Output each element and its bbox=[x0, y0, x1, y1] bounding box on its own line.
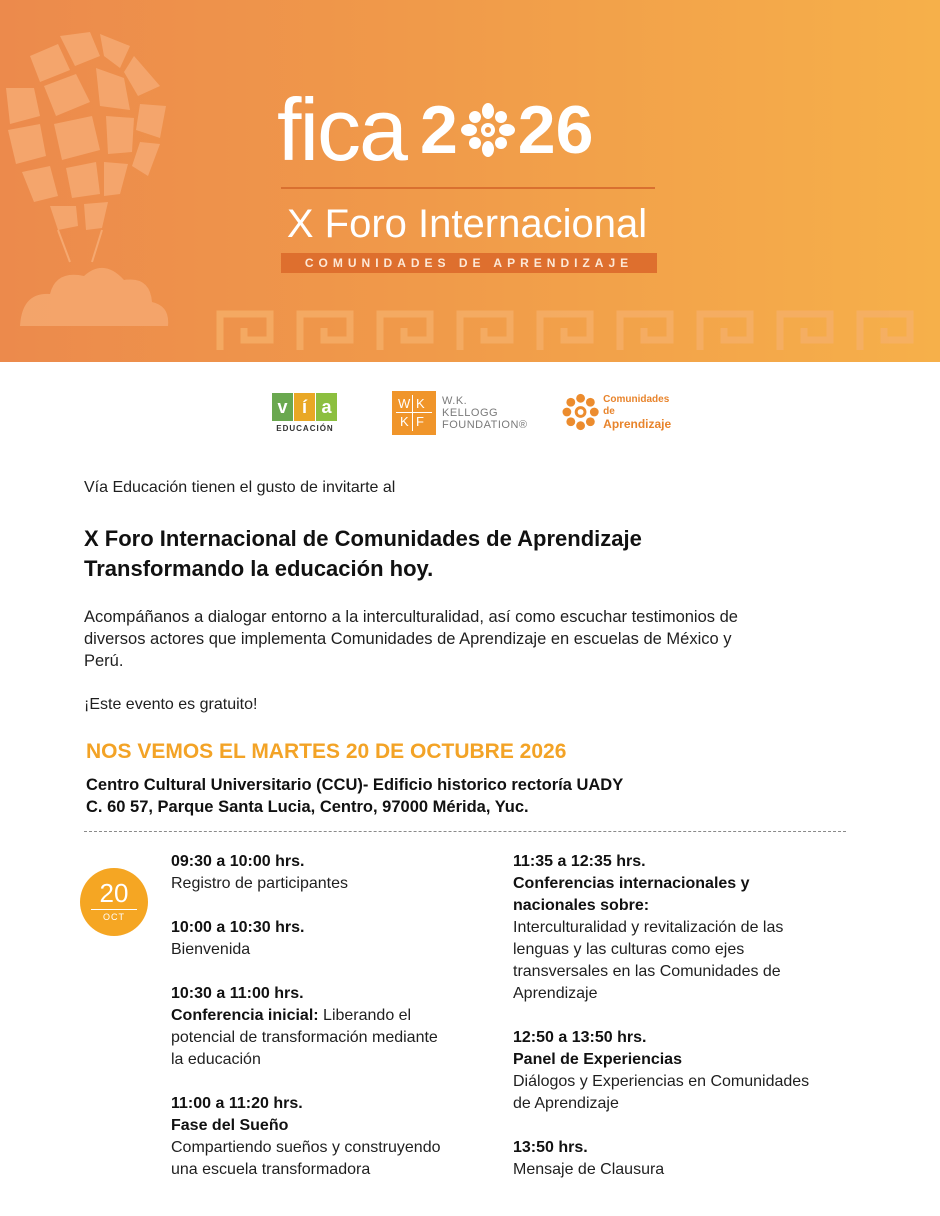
schedule-right-column bbox=[513, 851, 853, 1203]
flower-logo-icon bbox=[562, 393, 599, 431]
event-title bbox=[84, 524, 642, 584]
schedule-heading: Conferencias internacionales y bbox=[513, 875, 750, 892]
via-letter-i: í bbox=[294, 393, 315, 421]
via-letter-v: v bbox=[272, 393, 293, 421]
schedule-item bbox=[513, 1027, 853, 1115]
date-heading: NOS VEMOS EL MARTES 20 DE OCTUBRE 2026 bbox=[86, 740, 567, 763]
event-description bbox=[84, 606, 854, 672]
forum-title: X Foro Internacional bbox=[286, 202, 648, 246]
schedule-text: de Aprendizaje bbox=[513, 1095, 619, 1112]
invite-intro: Vía Educación tienen el gusto de invitarte al bbox=[84, 479, 396, 496]
schedule-time: 10:30 a 11:00 hrs. bbox=[171, 985, 304, 1002]
dashed-divider bbox=[84, 831, 846, 832]
fica-wordmark: fica bbox=[277, 80, 406, 179]
schedule-time: 09:30 a 10:00 hrs. bbox=[171, 853, 305, 870]
wk-letter-w: W bbox=[398, 396, 411, 411]
venue-line-2: C. 60 57, Parque Santa Lucia, Centro, 97000 Mérida, Yuc. bbox=[86, 798, 529, 816]
schedule-text-inline: Liberando el bbox=[318, 1007, 412, 1024]
schedule-left-column bbox=[171, 851, 491, 1203]
schedule-text: Interculturalidad y revitalización de las bbox=[513, 919, 784, 936]
desc-line-1: Acompáñanos a dialogar entorno a la interculturalidad, así como escuchar testimonios de bbox=[84, 608, 738, 626]
ca-line-2: Aprendizaje bbox=[603, 417, 672, 431]
date-badge bbox=[80, 868, 148, 936]
subtitle-strip: COMUNIDADES DE APRENDIZAJE bbox=[281, 253, 657, 273]
schedule-heading: Fase del Sueño bbox=[171, 1117, 289, 1134]
via-subtitle: EDUCACIÓN bbox=[276, 424, 334, 433]
greek-fret-pattern bbox=[0, 300, 940, 362]
wk-letter-k2: K bbox=[400, 414, 409, 429]
badge-month: OCT bbox=[103, 912, 125, 922]
badge-rule bbox=[91, 909, 137, 910]
schedule-text: Compartiendo sueños y construyendo bbox=[171, 1139, 441, 1156]
schedule-text: transversales en las Comunidades de bbox=[513, 963, 781, 980]
venue-line-1: Centro Cultural Universitario (CCU)- Edificio historico rectoría UADY bbox=[86, 776, 624, 794]
desc-line-2: diversos actores que implementa Comunidades de Aprendizaje en escuelas de México y bbox=[84, 630, 732, 648]
schedule-text: la educación bbox=[171, 1051, 261, 1068]
event-title-line-2: Transformando la educación hoy. bbox=[84, 556, 434, 581]
schedule-item bbox=[171, 851, 491, 895]
flower-zero-icon bbox=[460, 102, 516, 158]
kellogg-line-2: KELLOGG bbox=[442, 407, 499, 419]
kellogg-wordmark bbox=[442, 395, 528, 431]
schedule-text-line bbox=[171, 1005, 491, 1027]
via-educacion-logo bbox=[272, 393, 338, 435]
schedule-text: lenguas y las culturas como ejes bbox=[513, 941, 745, 958]
schedule-heading-inline: Conferencia inicial: bbox=[171, 1007, 319, 1024]
schedule-text: Aprendizaje bbox=[513, 985, 598, 1002]
fica-2026-logo bbox=[277, 80, 657, 180]
schedule-item bbox=[513, 851, 853, 1005]
schedule-heading: nacionales sobre: bbox=[513, 897, 650, 914]
schedule-text: Bienvenida bbox=[171, 941, 251, 958]
ca-line-1: Comunidades de bbox=[603, 394, 670, 417]
schedule-item bbox=[513, 1137, 853, 1181]
schedule-text: potencial de transformación mediante bbox=[171, 1029, 438, 1046]
schedule-time: 12:50 a 13:50 hrs. bbox=[513, 1029, 647, 1046]
year-digit-left: 2 bbox=[419, 92, 458, 168]
schedule-time: 10:00 a 10:30 hrs. bbox=[171, 919, 305, 936]
hot-air-balloon-icon bbox=[0, 26, 180, 326]
title-divider bbox=[281, 187, 655, 189]
venue-address bbox=[86, 774, 623, 818]
schedule-time: 11:00 a 11:20 hrs. bbox=[171, 1095, 303, 1112]
comunidades-aprendizaje-logo bbox=[562, 393, 682, 431]
comunidades-wordmark bbox=[603, 394, 682, 430]
schedule-text: Mensaje de Clausura bbox=[513, 1161, 665, 1178]
schedule-text: Diálogos y Experiencias en Comunidades bbox=[513, 1073, 810, 1090]
desc-line-3: Perú. bbox=[84, 652, 124, 670]
kellogg-foundation-logo bbox=[392, 391, 532, 435]
via-letter-a: a bbox=[316, 393, 337, 421]
free-event-note: ¡Este evento es gratuito! bbox=[84, 696, 258, 713]
schedule-item bbox=[171, 917, 491, 961]
header-banner bbox=[0, 0, 940, 362]
kellogg-line-1: W.K. bbox=[442, 395, 468, 407]
schedule-item bbox=[171, 1093, 491, 1181]
kellogg-line-3: FOUNDATION® bbox=[442, 419, 528, 431]
wk-letter-k: K bbox=[416, 396, 425, 411]
year-digits-right: 26 bbox=[517, 92, 594, 168]
schedule-item bbox=[171, 983, 491, 1071]
schedule-time: 11:35 a 12:35 hrs. bbox=[513, 853, 646, 870]
year-2026 bbox=[419, 92, 594, 168]
badge-day: 20 bbox=[99, 878, 129, 908]
wkkf-mark bbox=[392, 391, 436, 435]
schedule-text: Registro de participantes bbox=[171, 875, 348, 892]
schedule-heading: Panel de Experiencias bbox=[513, 1051, 682, 1068]
schedule-time: 13:50 hrs. bbox=[513, 1139, 588, 1156]
schedule-text: una escuela transformadora bbox=[171, 1161, 371, 1178]
wk-letter-f: F bbox=[416, 414, 424, 429]
event-title-line-1: X Foro Internacional de Comunidades de Aprendizaje bbox=[84, 526, 642, 551]
